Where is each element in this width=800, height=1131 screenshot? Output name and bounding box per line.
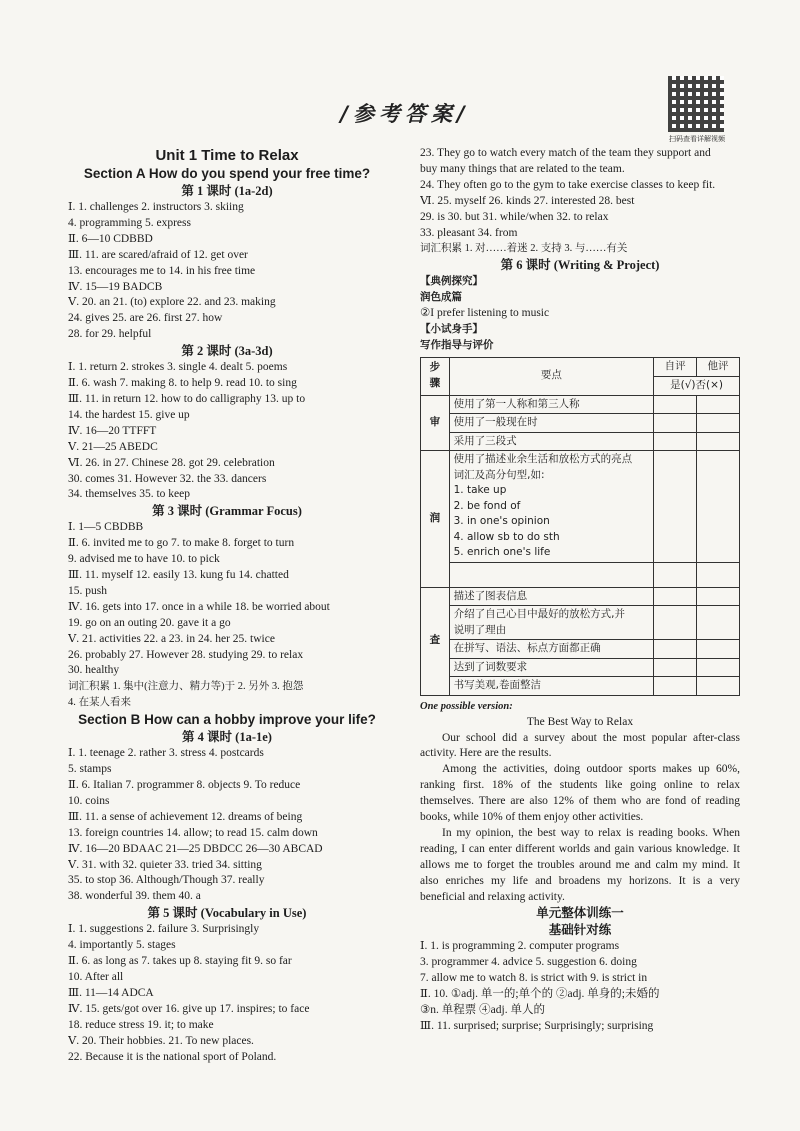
right-bottom-section [420, 699, 740, 1035]
answer-line: 9. advised me to have 10. to pick [68, 553, 220, 566]
answer-line: 4. importantly 5. stages [68, 939, 176, 952]
answer-line: 4. 在某人看来 [68, 697, 131, 709]
answer-line: One possible version: [420, 700, 513, 712]
table-point-cell [449, 562, 654, 587]
answer-line: 13. encourages me to 14. in his free time [68, 264, 256, 277]
table-row [421, 606, 740, 640]
table-point-text: 达到了词数要求 [453, 660, 528, 673]
answer-line: The Best Way to Relax [526, 715, 634, 728]
answer-line: Ⅰ. 1—5 CBDBB [68, 521, 144, 534]
answer-line: Ⅳ. 15—19 BADCB [68, 280, 163, 293]
answer-line: 28. for 29. helpful [68, 328, 152, 341]
self-eval-cell [654, 587, 697, 606]
table-header-mark: 是(√)否(×) [654, 376, 740, 395]
table-row [421, 587, 740, 606]
table-point-text: 在拼写、语法、标点方面都正确 [453, 642, 601, 655]
answer-line: Ⅰ. 1. teenage 2. rather 3. stress 4. postcards [68, 747, 264, 760]
answer-line: 10. After all [68, 970, 124, 983]
answer-line: 14. the hardest 15. give up [68, 408, 190, 421]
section-heading: 第 1 课时 (1a-2d) [181, 184, 273, 198]
answer-line: Ⅰ. 1. challenges 2. instructors 3. skiing [68, 201, 244, 213]
table-point-text: 描述了图表信息 [453, 589, 528, 602]
answer-line: Ⅲ. 11. in return 12. how to do calligraphy 13. up to [68, 392, 306, 405]
answer-line: In my opinion, the best way to relax is reading books. When reading, I can enter different worlds and gain various knowledge. It allows me to forget the troubles around me and calm my mind. It also enriches my life and broadens my horizons. It is a very beneficial and relaxing activity. [420, 826, 740, 903]
answer-line: 24. They often go to the gym to take exercise classes to keep fit. [420, 178, 716, 191]
table-header-step: 步骤 [421, 357, 450, 395]
table-point-text: 书写美观,卷面整洁 [453, 679, 541, 692]
answer-line: Ⅴ. 20. Their hobbies. 21. To new places. [68, 1034, 254, 1047]
table-row [421, 395, 740, 414]
table-point-cell [449, 414, 654, 433]
answer-line: 18. reduce stress 19. it; to make [68, 1018, 214, 1031]
table-header-points: 要点 [449, 357, 654, 395]
answer-line: Our school did a survey about the most popular after-class activity. Here are the results. [420, 731, 740, 760]
answer-line: Ⅱ. 6—10 CDBBD [68, 232, 153, 245]
answer-line: 词汇积累 1. 对……着迷 2. 支持 3. 与……有关 [420, 243, 628, 255]
section-heading: 第 3 课时 (Grammar Focus) [152, 504, 302, 519]
answer-line: 润色成篇 [420, 292, 462, 304]
section-heading: 第 5 课时 (Vocabulary in Use) [147, 906, 307, 921]
answer-line: 词汇积累 1. 集中(注意力、精力等)于 2. 另外 3. 抱怨 [68, 681, 304, 693]
answer-line: Ⅲ. 11. a sense of achievement 12. dreams of being [68, 810, 303, 823]
answer-line: Ⅳ. 16—20 TTFFT [68, 424, 157, 437]
table-header-peer: 他评 [697, 357, 740, 376]
table-step-cell: 润 [421, 451, 450, 588]
section-heading: Section B How can a hobby improve your life? [78, 712, 376, 728]
table-point-cell [449, 395, 654, 414]
answer-line: Ⅱ. 6. invited me to go 7. to make 8. forget to turn [68, 537, 295, 550]
table-point-text: 使用了第一人称和第三人称 [453, 397, 580, 410]
self-eval-cell [654, 562, 697, 587]
self-eval-cell [654, 414, 697, 433]
answer-line: Ⅰ. 1. suggestions 2. failure 3. Surprisingly [68, 923, 260, 936]
table-point-text: 采用了三段式 [453, 434, 517, 447]
answer-line: Ⅵ. 25. myself 26. kinds 27. interested 28. best [420, 194, 635, 207]
answer-line: 26. probably 27. However 28. studying 29. to relax [68, 648, 304, 661]
answer-line: Ⅲ. 11. are scared/afraid of 12. get over [68, 248, 248, 261]
section-heading: Section A How do you spend your free time? [83, 166, 371, 181]
peer-eval-cell [697, 677, 740, 696]
table-point-cell [449, 640, 654, 659]
table-row [421, 677, 740, 696]
table-point-text: 说明了理由 [453, 623, 507, 636]
answer-line: 5. stamps [68, 763, 112, 776]
self-eval-cell [654, 658, 697, 677]
answer-line: 33. pleasant 34. from [420, 226, 518, 239]
answer-line: 35. to stop 36. Although/Though 37. really [68, 874, 265, 887]
table-point-text: 5. enrich one's life [453, 546, 551, 559]
section-heading: Unit 1 Time to Relax [155, 147, 299, 164]
answer-line: 10. coins [68, 794, 110, 807]
table-row [421, 562, 740, 587]
table-point-cell [449, 451, 654, 563]
table-step-cell: 查 [421, 587, 450, 695]
answer-line: 19. go on an outing 20. gave it a go [68, 616, 231, 629]
answer-line: 23. They go to watch every match of the team they support and [420, 147, 711, 159]
table-row [421, 451, 740, 563]
table-point-text: 3. in one's opinion [453, 515, 550, 528]
answer-line: Ⅴ. 31. with 32. quieter 33. tried 34. sitting [68, 858, 262, 871]
table-point-cell [449, 606, 654, 640]
answer-line: 22. Because it is the national sport of Poland. [68, 1050, 277, 1063]
answer-line: Ⅳ. 15. gets/got over 16. give up 17. inspires; to face [68, 1002, 310, 1015]
table-point-text: 1. take up [453, 484, 507, 497]
table-point-text: 4. allow sb to do sth [453, 530, 560, 543]
right-column [420, 146, 740, 1035]
evaluation-table [420, 357, 740, 696]
peer-eval-cell [697, 606, 740, 640]
answer-line: 7. allow me to watch 8. is strict with 9. is strict in [420, 972, 648, 985]
table-row [421, 640, 740, 659]
answer-line: 24. gives 25. are 26. first 27. how [68, 312, 223, 325]
answer-line: 34. themselves 35. to keep [68, 488, 191, 501]
qr-code-icon[interactable] [668, 76, 724, 132]
answer-line: Ⅳ. 16—20 BDAAC 21—25 DBDCC 26—30 ABCAD [68, 842, 323, 855]
answer-line: Ⅲ. 11. myself 12. easily 13. kung fu 14. chatted [68, 569, 289, 582]
table-point-cell [449, 658, 654, 677]
answer-line: Ⅱ. 6. as long as 7. takes up 8. staying fit 9. so far [68, 955, 292, 968]
peer-eval-cell [697, 451, 740, 563]
table-row [421, 432, 740, 451]
answer-line: 29. is 30. but 31. while/when 32. to relax [420, 210, 609, 223]
table-header-self: 自评 [654, 357, 697, 376]
peer-eval-cell [697, 414, 740, 433]
answer-line: 【小试身手】 [420, 324, 483, 336]
answer-key-banner: /参考答案/ [340, 102, 470, 126]
answer-line: Ⅰ. 1. return 2. strokes 3. single 4. dealt 5. poems [68, 361, 288, 374]
self-eval-cell [654, 606, 697, 640]
answer-line: Ⅴ. 20. an 21. (to) explore 22. and 23. making [68, 296, 276, 309]
answer-line: Among the activities, doing outdoor sports makes up 60%, ranking first. 18% of the students like going online to relax themselves. There are also 12% of them who are fond of reading books, while 10% of them enjoy other activities. [420, 763, 740, 824]
answer-line: 38. wonderful 39. them 40. a [68, 890, 201, 903]
answer-line: Ⅴ. 21. activities 22. a 23. in 24. her 25. twice [68, 632, 275, 645]
answer-line: buy many things that are related to the team. [420, 162, 625, 175]
table-point-cell [449, 587, 654, 606]
answer-line: 15. push [68, 584, 107, 597]
table-point-text: 使用了描述业余生活和放松方式的亮点 [453, 453, 633, 466]
table-point-text: 2. be fond of [453, 499, 521, 512]
section-heading: 单元整体训练一 [536, 906, 624, 921]
self-eval-cell [654, 640, 697, 659]
section-heading: 第 2 课时 (3a-3d) [181, 344, 273, 359]
answer-line: 13. foreign countries 14. allow; to read 15. calm down [68, 826, 318, 839]
answer-line: Ⅱ. 6. Italian 7. programmer 8. objects 9. To reduce [68, 779, 301, 791]
peer-eval-cell [697, 587, 740, 606]
section-heading: 第 4 课时 (1a-1e) [182, 730, 272, 745]
left-column [68, 146, 386, 1065]
peer-eval-cell [697, 658, 740, 677]
table-point-cell [449, 677, 654, 696]
answer-line: 3. programmer 4. advice 5. suggestion 6. doing [420, 956, 637, 969]
answer-line: Ⅲ. 11—14 ADCA [68, 986, 154, 999]
peer-eval-cell [697, 395, 740, 414]
answer-line: Ⅱ. 10. ①adj. 单一的;单个的 ②adj. 单身的;未婚的 [420, 988, 660, 1001]
qr-caption: 扫码查看详解视频 [669, 135, 725, 143]
self-eval-cell [654, 677, 697, 696]
peer-eval-cell [697, 562, 740, 587]
answer-line: 30. healthy [68, 664, 120, 677]
table-point-text: 使用了一般现在时 [453, 416, 538, 429]
answer-line: Ⅵ. 26. in 27. Chinese 28. got 29. celebration [68, 456, 275, 469]
peer-eval-cell [697, 432, 740, 451]
answer-line: 写作指导与评价 [420, 339, 494, 351]
answer-line: ③n. 单程票 ④adj. 单人的 [420, 1004, 545, 1017]
answer-line: 30. comes 31. However 32. the 33. dancers [68, 472, 267, 485]
table-point-text: 介绍了自己心目中最好的放松方式,并 [453, 608, 625, 621]
table-row [421, 658, 740, 677]
answer-line: Ⅱ. 6. wash 7. making 8. to help 9. read 10. to sing [68, 377, 297, 390]
self-eval-cell [654, 432, 697, 451]
answer-line: ②I prefer listening to music [420, 307, 550, 320]
answer-line: 4. programming 5. express [68, 216, 191, 229]
answer-line: Ⅰ. 1. is programming 2. computer programs [420, 940, 620, 953]
table-row [421, 414, 740, 433]
table-step-cell: 审 [421, 395, 450, 451]
answer-line: Ⅲ. 11. surprised; surprise; Surprisingly; surprising [420, 1020, 654, 1032]
answer-line: Ⅴ. 21—25 ABEDC [68, 440, 158, 453]
answer-line: 【典例探究】 [420, 276, 483, 288]
table-point-cell [449, 432, 654, 451]
right-top-section [420, 146, 740, 354]
section-heading: 第 6 课时 (Writing & Project) [500, 258, 660, 273]
table-point-text: 词汇及高分句型,如: [453, 468, 545, 481]
section-heading: 基础针对练 [548, 923, 612, 938]
answer-line: Ⅳ. 16. gets into 17. once in a while 18. be worried about [68, 600, 330, 613]
self-eval-cell [654, 451, 697, 563]
self-eval-cell [654, 395, 697, 414]
peer-eval-cell [697, 640, 740, 659]
